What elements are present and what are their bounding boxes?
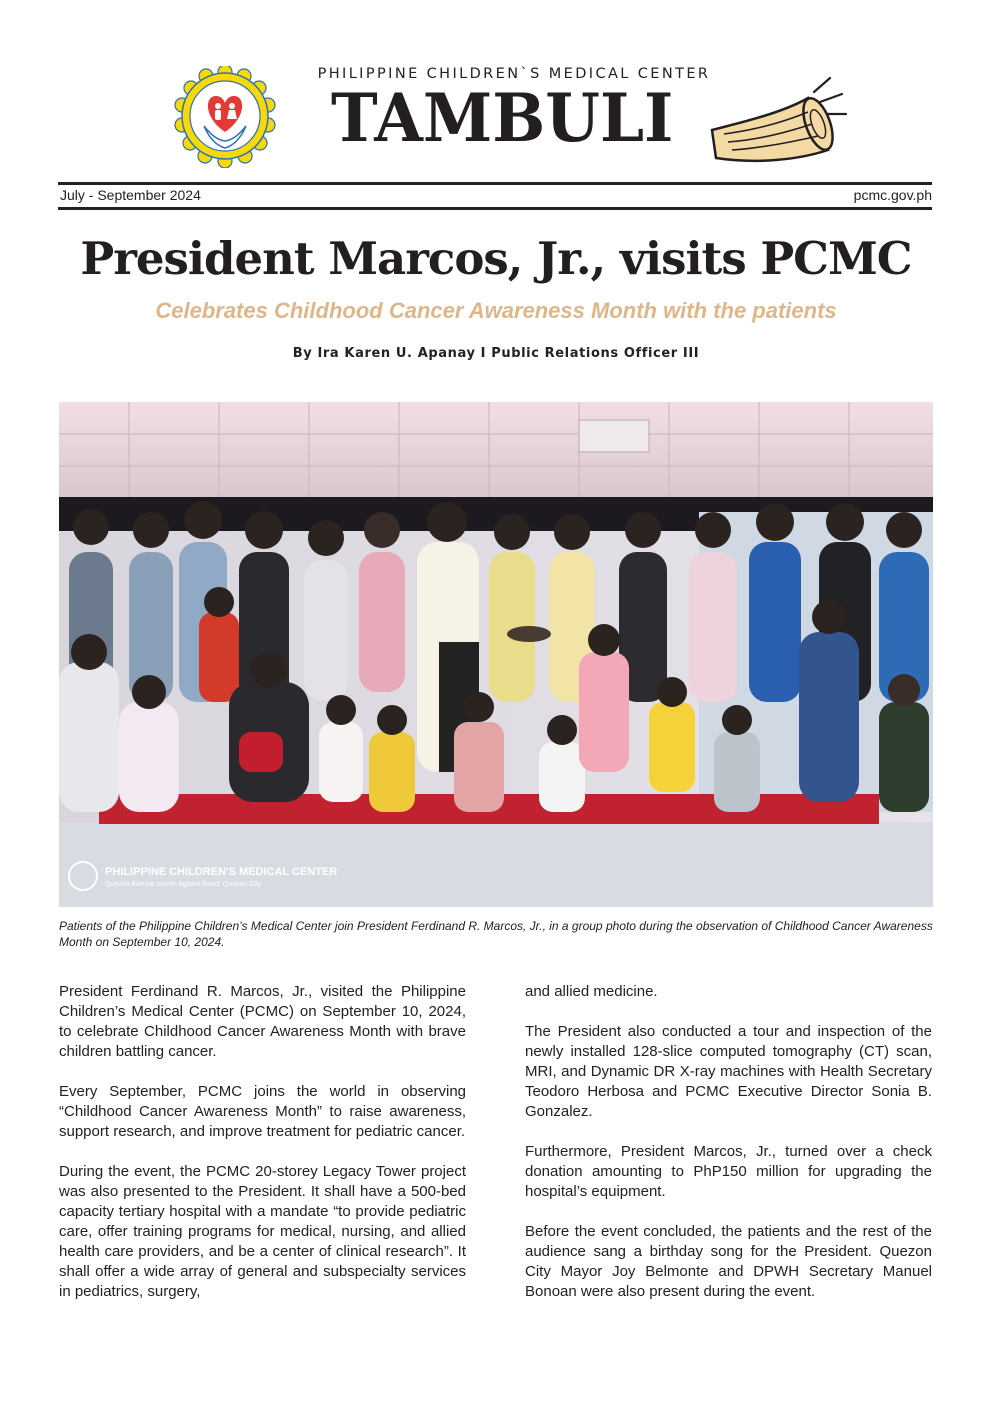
- article-paragraph: President Ferdinand R. Marcos, Jr., visited the Philippine Children’s Medical Center (PCMC) on September 10, 2024, to celebrate Childhood Cancer Awareness Month with brave children battling cancer.: [59, 983, 466, 1060]
- article-byline: By Ira Karen U. Apanay I Public Relations Officer III: [292, 346, 700, 361]
- edition-date: July - September 2024: [60, 187, 201, 203]
- article-headline: President Marcos, Jr., visits PCMC: [80, 232, 912, 285]
- article-paragraph: The President also conducted a tour and inspection of the newly installed 128-slice computed tomography (CT) scan, MRI, and Dynamic DR X-ray machines with Health Secretary Teodoro Herbosa and PCMC Executive Director Sonia B. Gonzalez.: [525, 1023, 932, 1120]
- photo-caption: Patients of the Philippine Children’s Medical Center join President Ferdinand R. Marcos, Jr., in a group photo during the observation of Childhood Cancer Awareness Month on September 10, 2024.: [59, 919, 933, 949]
- article-paragraph: and allied medicine.: [525, 983, 658, 1000]
- article-paragraph: Every September, PCMC joins the world in observing “Childhood Cancer Awareness Month” to raise awareness, support research, and improve treatment for pediatric cancer.: [59, 1083, 466, 1140]
- photo-watermark-title: PHILIPPINE CHILDREN'S MEDICAL CENTER: [105, 866, 338, 878]
- org-name: PHILIPPINE CHILDREN`S MEDICAL CENTER: [317, 66, 711, 82]
- website-url[interactable]: pcmc.gov.ph: [853, 187, 932, 203]
- photo-watermark-address: Quezon Avenue corner Agham Road, Quezon City: [105, 881, 262, 888]
- group-photo: [59, 402, 933, 907]
- masthead-rule-bottom: [58, 207, 932, 210]
- pcmc-seal-icon: [174, 66, 276, 168]
- masthead-rule-top: [58, 182, 932, 185]
- newsletter-title: TAMBULI: [331, 79, 674, 157]
- article-column-left: [59, 982, 466, 1322]
- article-paragraph: During the event, the PCMC 20-storey Legacy Tower project was also presented to the President. It shall have a 500-bed capacity tertiary hospital with a mandate “to provide pediatric care, offer training programs for medical, nursing, and allied health care providers, and be a center of clinical research”. It shall offer a wide array of general and subspecialty services in pediatrics, surgery,: [59, 1163, 466, 1300]
- drum-icon: [704, 72, 854, 168]
- article-paragraph: Furthermore, President Marcos, Jr., turned over a check donation amounting to PhP150 million for upgrading the hospital’s equipment.: [525, 1143, 932, 1200]
- article-subheadline: Celebrates Childhood Cancer Awareness Month with the patients: [155, 298, 837, 323]
- article-paragraph: Before the event concluded, the patients and the rest of the audience sang a birthday song for the President. Quezon City Mayor Joy Belmonte and DPWH Secretary Manuel Bonoan were also present during the event.: [525, 1223, 932, 1300]
- article-column-right: [525, 982, 932, 1322]
